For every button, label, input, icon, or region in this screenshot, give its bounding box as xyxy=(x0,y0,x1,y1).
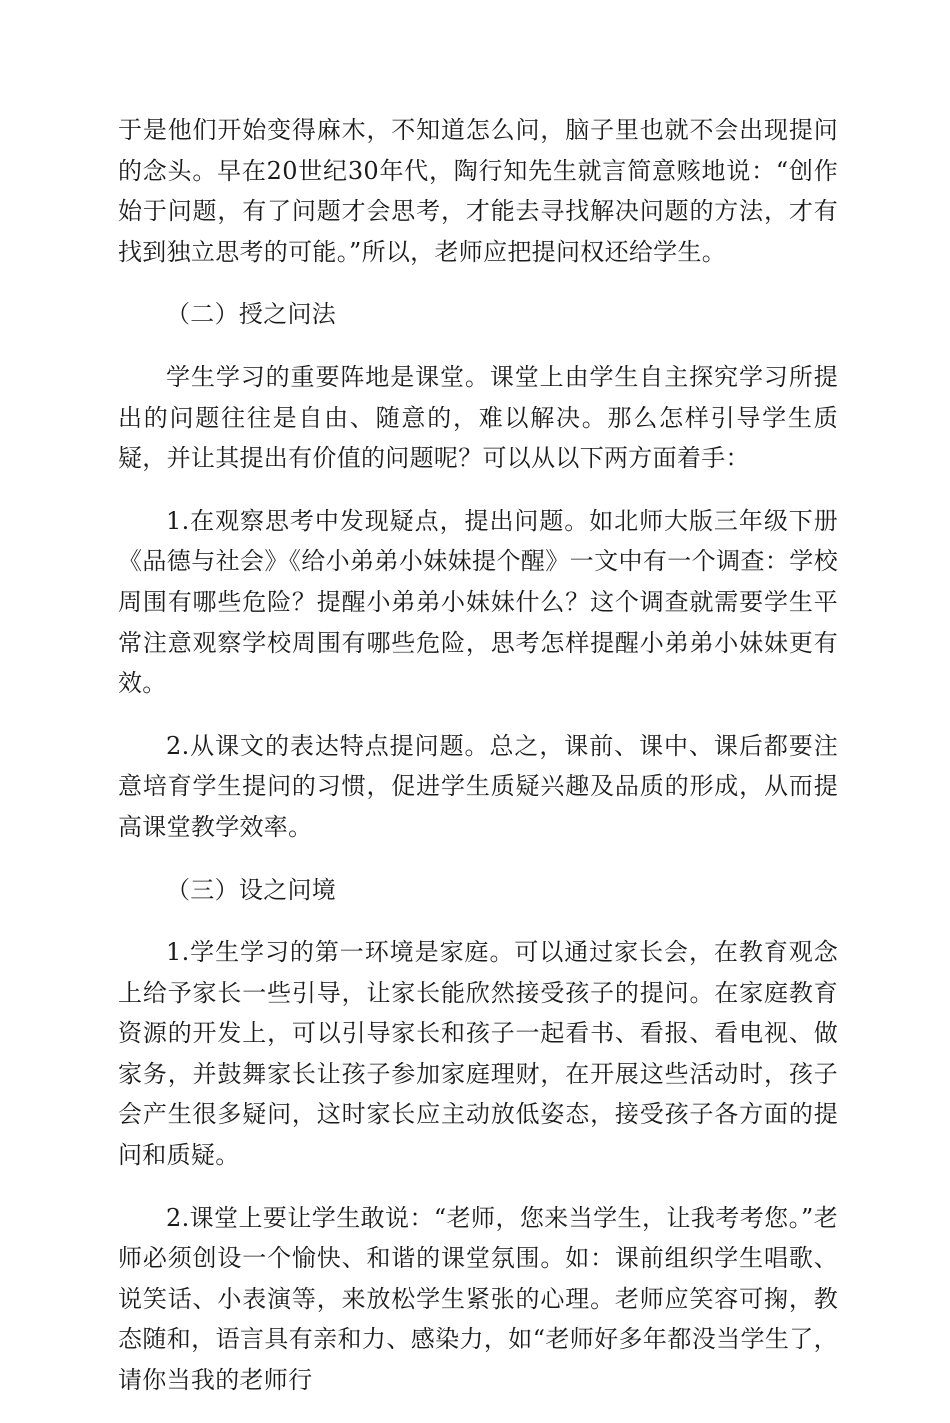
paragraph-classroom: 学生学习的重要阵地是课堂。课堂上由学生自主探究学习所提出的问题往往是自由、随意的，难以解决。那么怎样引导学生质疑，并让其提出有价值的问题呢？可以从以下两方面着手： xyxy=(118,362,838,473)
paragraph-item-observe: 1.在观察思考中发现疑点，提出问题。如北师大版三年级下册《品德与社会》《给小弟弟小妹妹提个醒》一文中有一个调查：学校周围有哪些危险？提醒小弟弟小妹妹什么？这个调查就需要学生平常注意观察学校周围有哪些危险，思考怎样提醒小弟弟小妹妹更有效。 xyxy=(118,506,838,698)
section-heading-2: （二）授之问法 xyxy=(166,300,337,329)
paragraph-item-expression: 2.从课文的表达特点提问题。总之，课前、课中、课后都要注意培育学生提问的习惯，促进学生质疑兴趣及品质的形成，从而提高课堂教学效率。 xyxy=(118,731,838,841)
document-body xyxy=(118,110,838,1423)
section-heading-3: （三）设之问境 xyxy=(166,875,337,904)
paragraph-continuation: 于是他们开始变得麻木，不知道怎么问，脑子里也就不会出现提问的念头。早在20世纪30年代，陶行知先生就言简意赅地说：“创作始于问题，有了问题才会思考，才能去寻找解决问题的方法，才有找到独立思考的可能。”所以，老师应把提问权还给学生。 xyxy=(118,116,838,266)
paragraph-item-classroom-atmosphere: 2.课堂上要让学生敢说：“老师，您来当学生，让我考考您。”老师必须创设一个愉快、和谐的课堂氛围。如：课前组织学生唱歌、说笑话、小表演等，来放松学生紧张的心理。老师应笑容可掬，教态随和，语言具有亲和力、感染力，如“老师好多年都没当学生了，请你当我的老师行 xyxy=(118,1203,838,1395)
paragraph-item-family: 1.学生学习的第一环境是家庭。可以通过家长会，在教育观念上给予家长一些引导，让家长能欣然接受孩子的提问。在家庭教育资源的开发上，可以引导家长和孩子一起看书、看报、看电视、做家务，并鼓舞家长让孩子参加家庭理财，在开展这些活动时，孩子会产生很多疑问，这时家长应主动放低姿态，接受孩子各方面的提问和质疑。 xyxy=(118,938,838,1170)
